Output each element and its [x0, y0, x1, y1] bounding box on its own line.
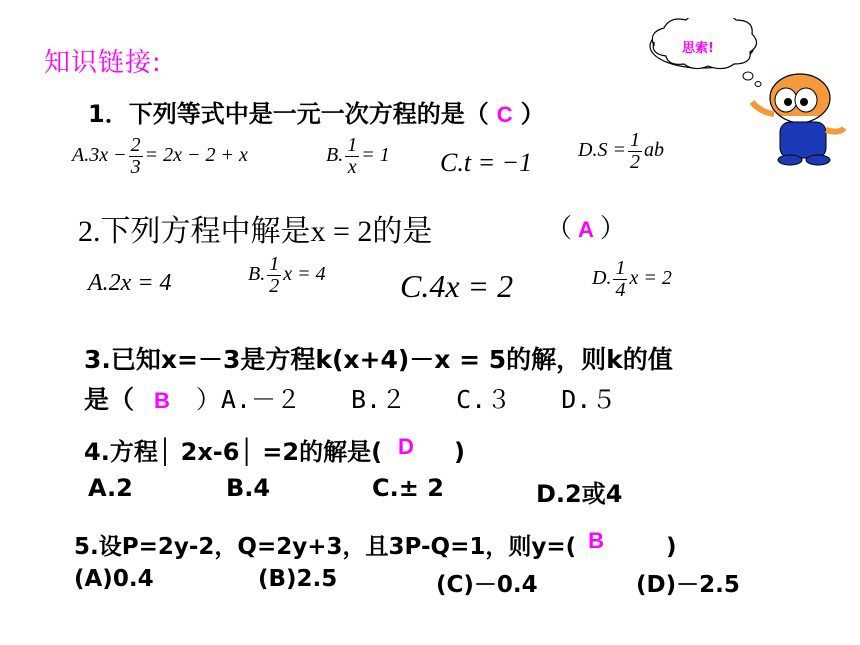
q1-option-a-post: = 2x − 2 + x	[144, 144, 248, 167]
question-5-option-c: (C)－0.4	[436, 572, 538, 598]
question-1-text: 1．下列等式中是一元一次方程的是（	[88, 100, 489, 128]
question-5-answer: B	[588, 528, 605, 553]
q1-option-d-post: ab	[643, 139, 664, 162]
fraction-denominator: 4	[615, 279, 626, 301]
q1-option-a-pre: A.3x −	[72, 144, 127, 167]
question-5-option-d: (D)－2.5	[636, 572, 740, 598]
question-2-open: （	[546, 214, 573, 244]
q2-option-a: A.2x = 4	[88, 270, 172, 296]
question-3-options: ）A.－２ B.２ C.３ D.５	[195, 385, 617, 414]
fraction-denominator: 3	[130, 156, 141, 178]
q2-option-d-pre: D.	[592, 267, 612, 290]
question-4-option-a: A.2	[88, 474, 133, 502]
question-2-bracket	[546, 208, 626, 245]
fraction-denominator: 2	[629, 151, 640, 173]
q1-option-b-fraction	[345, 135, 359, 178]
question-3-line-2	[84, 380, 616, 416]
question-1-stem	[88, 94, 545, 129]
q2-option-c: C.4x = 2	[400, 268, 514, 304]
monkey-icon	[752, 74, 844, 165]
slide-title: 知识链接:	[44, 48, 162, 78]
question-1-close: ）	[520, 100, 545, 128]
q1-option-b-pre: B.	[326, 144, 344, 167]
question-4-option-c: C.± 2	[372, 474, 444, 502]
q2-option-d-fraction	[613, 258, 627, 301]
fraction-numerator: 1	[347, 134, 358, 156]
question-4-option-d: D.2或4	[536, 480, 623, 508]
q1-option-d-fraction	[628, 130, 642, 173]
fraction-numerator: 2	[130, 134, 141, 156]
q1-option-d	[578, 130, 664, 173]
q2-option-b	[248, 254, 326, 297]
fraction-numerator: 1	[269, 253, 280, 275]
question-5-option-a: (A)0.4	[74, 566, 154, 592]
q1-option-b-post: = 1	[361, 144, 390, 167]
q2-option-d	[592, 258, 672, 301]
question-4-close: )	[453, 438, 465, 466]
question-2-answer: A	[578, 217, 594, 242]
question-5-option-b: (B)2.5	[258, 566, 338, 592]
question-5-close: )	[666, 534, 677, 560]
thought-bubble-text: 思索!	[682, 41, 714, 56]
q2-option-b-fraction	[267, 254, 281, 297]
question-4-answer: D	[398, 434, 414, 459]
cartoon-mascot-illustration	[640, 18, 850, 168]
q1-option-c: C.t = −1	[440, 148, 533, 177]
question-3-answer: B	[154, 388, 170, 413]
question-5-line-1	[74, 528, 677, 561]
q1-option-b	[326, 135, 390, 178]
q1-option-d-pre: D.S =	[578, 139, 626, 162]
q1-option-a	[72, 135, 248, 178]
question-2-text: 2.下列方程中解是x = 2的是	[78, 215, 433, 248]
question-2-close: ）	[599, 214, 626, 244]
fraction-numerator: 1	[615, 257, 626, 279]
question-2-stem	[78, 206, 432, 250]
q2-option-d-post: x = 2	[629, 267, 672, 290]
question-3-line-1: 3.已知x=－3是方程k(x+4)－x = 5的解，则k的值	[84, 345, 673, 374]
question-4-line-1	[84, 432, 465, 467]
q2-option-b-post: x = 4	[283, 263, 326, 286]
fraction-numerator: 1	[629, 129, 640, 151]
question-1-answer: C	[496, 102, 513, 127]
question-5-text: 5.设P=2y-2，Q=2y+3，且3P-Q=1，则y=(	[74, 534, 577, 560]
question-4-option-b: B.4	[226, 474, 271, 502]
q2-option-b-pre: B.	[248, 263, 266, 286]
fraction-denominator: x	[347, 156, 357, 178]
fraction-denominator: 2	[269, 275, 280, 297]
q1-option-a-fraction	[129, 135, 143, 178]
question-4-text: 4.方程│ 2x-6│ =2的解是(	[84, 438, 383, 466]
question-3-open: 是（	[84, 385, 135, 414]
